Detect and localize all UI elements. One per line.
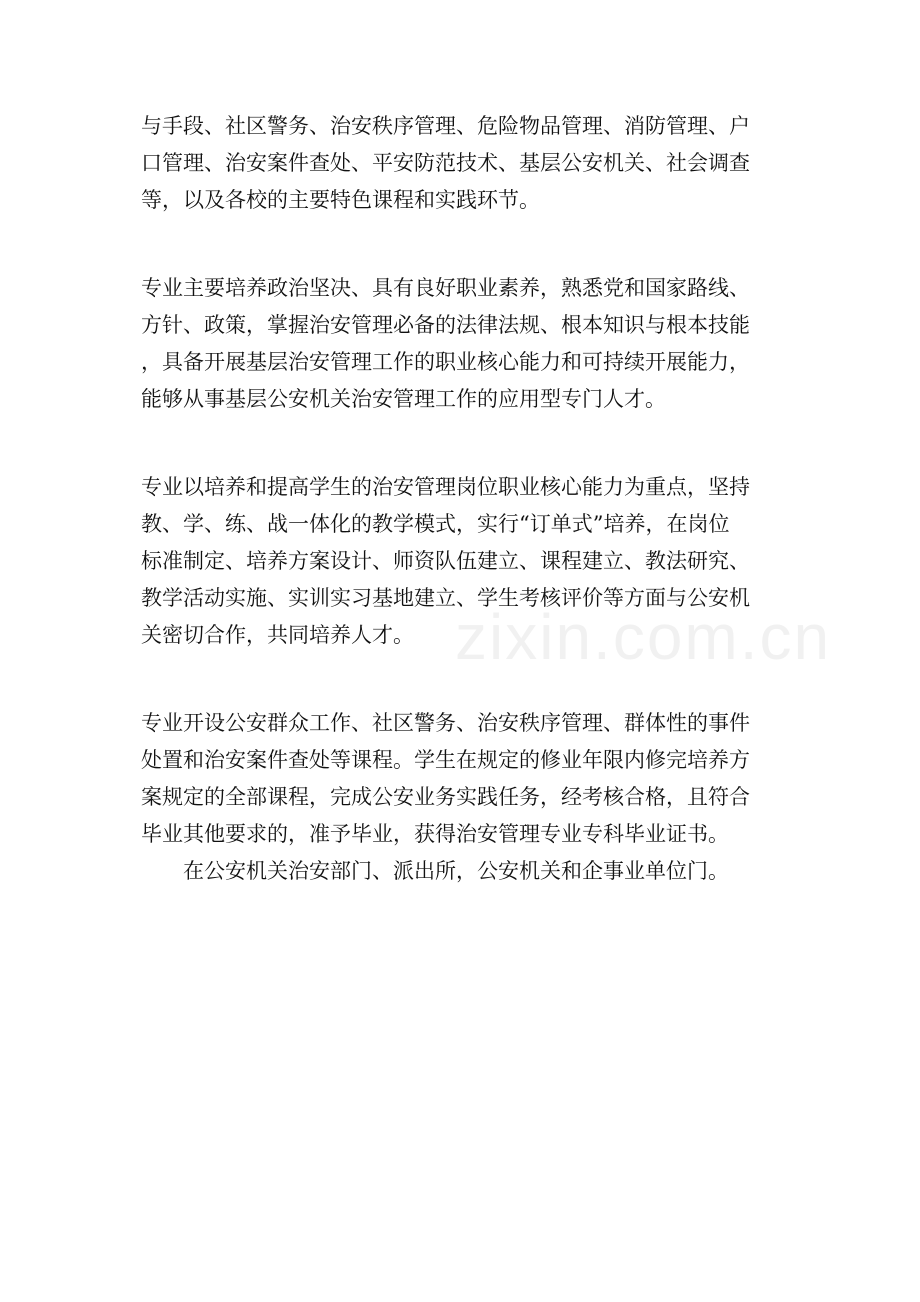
paragraph-2 — [141, 270, 781, 418]
text-line: 关密切合作，共同培养人才。 — [141, 623, 414, 647]
closing-line: 在公安机关治安部门、派出所，公安机关和企事业单位门。 — [183, 859, 729, 883]
text-line: 教学活动实施、实训实习基地建立、学生考核评价等方面与公安机 — [141, 586, 750, 610]
text-line: 案规定的全部课程，完成公安业务实践任务，经考核合格，且符合 — [141, 785, 750, 809]
text-line: 专业主要培养政治坚决、具有良好职业素养，熟悉党和国家路线、 — [141, 276, 750, 300]
paragraph-4 — [141, 705, 781, 890]
text-line: ，具备开展基层治安管理工作的职业核心能力和可持续开展能力， — [141, 350, 750, 374]
text-line: 与手段、社区警务、治安秩序管理、危险物品管理、消防管理、户 — [141, 114, 750, 138]
text-line: 专业开设公安群众工作、社区警务、治安秩序管理、群体性的事件 — [141, 711, 750, 735]
paragraph-1 — [141, 108, 781, 219]
text-line: 教、学、练、战一体化的教学模式，实行“订单式”培养，在岗位 — [141, 512, 730, 536]
text-line: 毕业其他要求的，准予毕业，获得治安管理专业专科毕业证书。 — [141, 822, 729, 846]
text-line: 能够从事基层公安机关治安管理工作的应用型专门人才。 — [141, 387, 666, 411]
document-body — [141, 108, 781, 890]
paragraph-3 — [141, 469, 781, 654]
watermark: zixin.com.cn — [455, 601, 832, 673]
text-line: 口管理、治安案件查处、平安防范技术、基层公安机关、社会调查 — [141, 151, 750, 175]
text-line: 标准制定、培养方案设计、师资队伍建立、课程建立、教法研究、 — [141, 549, 750, 573]
text-line: 专业以培养和提高学生的治安管理岗位职业核心能力为重点，坚持 — [141, 475, 750, 499]
text-line: 等，以及各校的主要特色课程和实践环节。 — [141, 188, 540, 212]
text-line: 处置和治安案件查处等课程。学生在规定的修业年限内修完培养方 — [141, 748, 750, 772]
text-line: 方针、政策，掌握治安管理必备的法律法规、根本知识与根本技能 — [141, 313, 750, 337]
